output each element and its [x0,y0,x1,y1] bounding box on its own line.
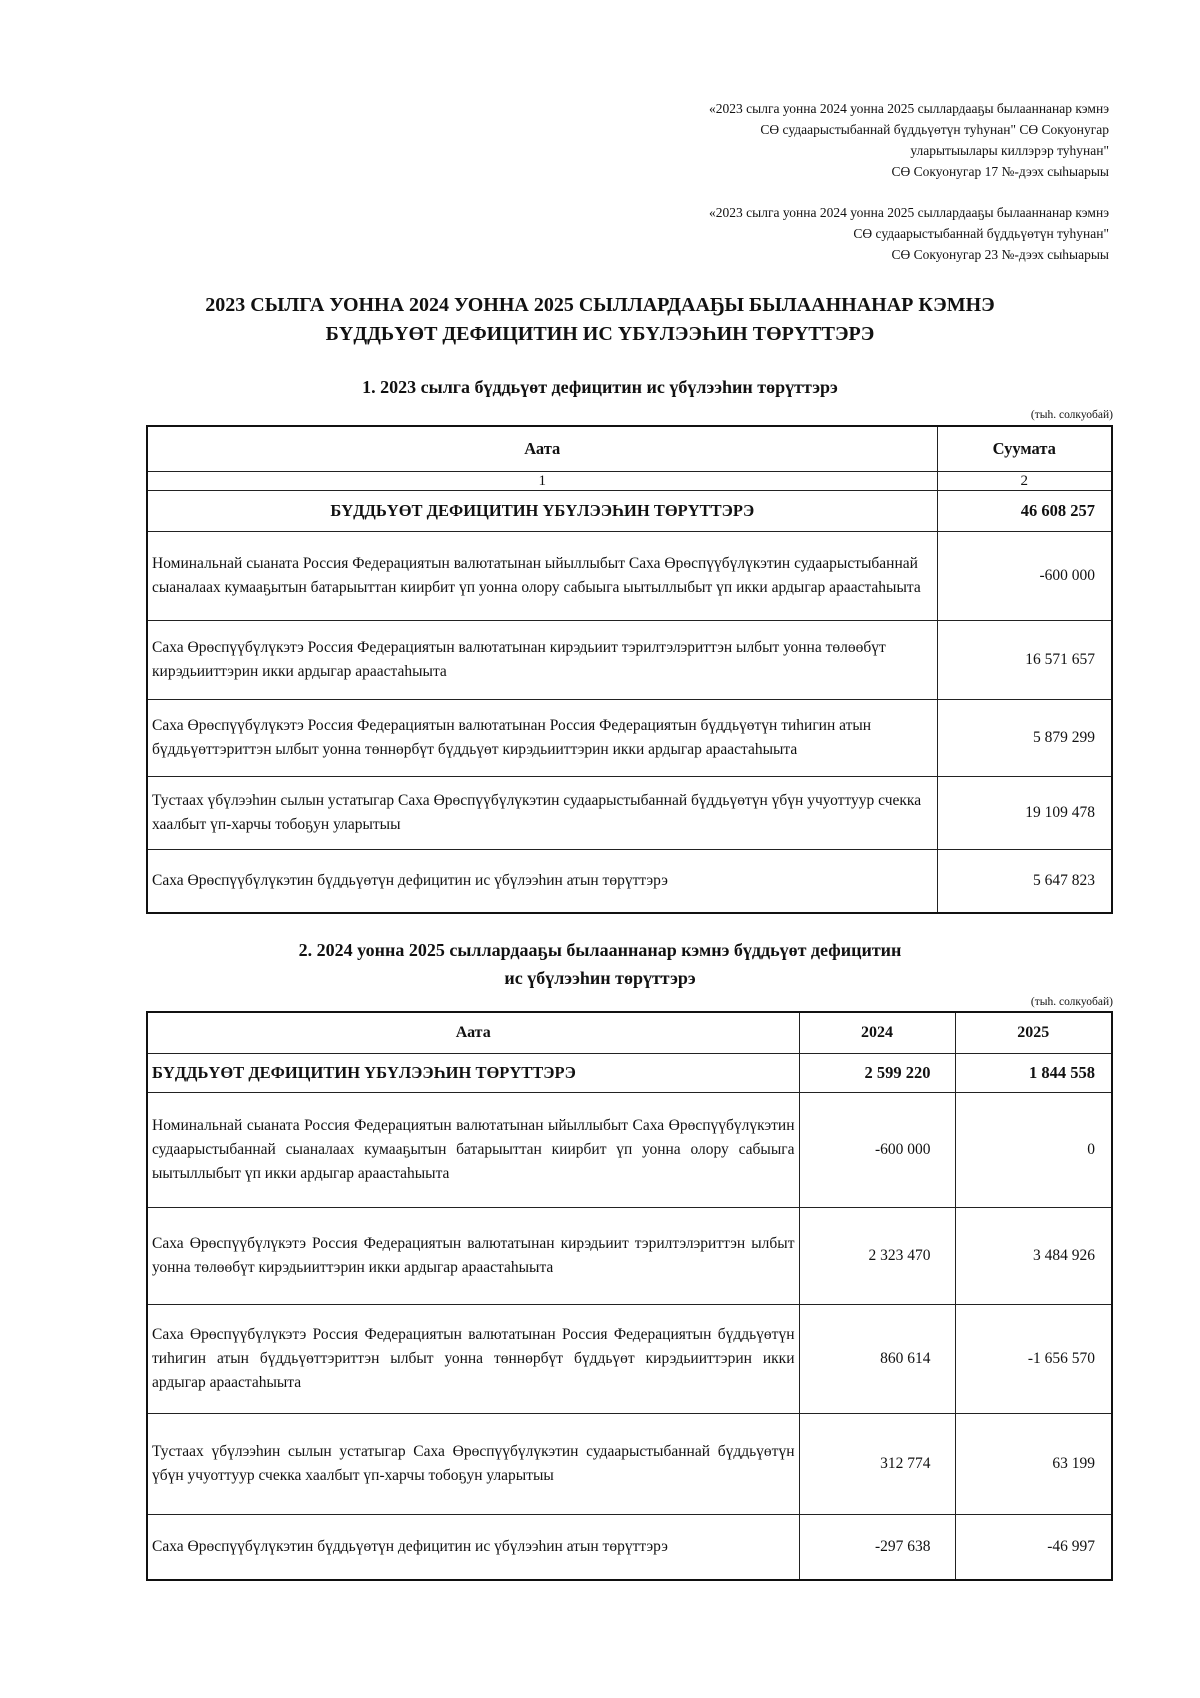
appendix-note-line: СӨ Сокуонугар 17 №-дээх сыһыарыы [891,164,1109,179]
row-label: Саха Өрөспүүбүлүкэтин бүддьүөтүн дефицитин ис үбүлээһин атын төрүттэрэ [147,850,937,914]
column-header-name: Аата [147,426,937,472]
column-header-name: Аата [147,1012,799,1054]
row-label: Саха Өрөспүүбүлүкэтэ Россия Федерациятын валютатынан кирэдьиит тэрилтэлэриттэн ылбыт уонна төлөөбүт кирэдьииттэрин икки ардыгар араастаһыыта [147,1208,799,1305]
table-row [147,532,1112,621]
document-title [100,291,1100,349]
appendix-note-line: СӨ судаарыстыбаннай бүддьүөтүн туһунан" СӨ Сокуонугар [760,122,1109,137]
table-row [147,777,1112,850]
table-row [147,1515,1112,1581]
table-row [147,850,1112,914]
table-header-row [147,1012,1112,1054]
total-label: БҮДДЬҮӨТ ДЕФИЦИТИН ҮБҮЛЭЭҺИН ТӨРҮТТЭРЭ [147,1054,799,1093]
column-index: 1 [147,472,937,491]
row-label: Саха Өрөспүүбүлүкэтэ Россия Федерациятын валютатынан кирэдьиит тэрилтэлэриттэн ылбыт уонна төлөөбүт кирэдьииттэрин икки ардыгар араастаһыыта [147,621,937,700]
table-row [147,700,1112,777]
section1-unit: (тыһ. солкуобай) [1030,409,1113,421]
table-row [147,1305,1112,1414]
row-2024: 860 614 [799,1305,955,1414]
table-2024-2025-sources [146,1011,1113,1581]
total-2024: 2 599 220 [799,1054,955,1093]
row-label: Тустаах үбүлээһин сылын устатыгар Саха Өрөспүүбүлүкэтин судаарыстыбаннай бүддьүөтүн үбүн учуоттуур счекка хаалбыт үп-харчы тобоҕун уларытыы [147,1414,799,1515]
row-2025: 63 199 [955,1414,1112,1515]
row-value: 5 879 299 [937,700,1112,777]
column-header-2024: 2024 [799,1012,955,1054]
row-2025: -1 656 570 [955,1305,1112,1414]
row-value: 16 571 657 [937,621,1112,700]
section2-title-line: 2. 2024 уонна 2025 сыллардааҕы былааннанар кэмнэ бүддьүөт дефицитин [298,940,902,960]
section2-title [100,936,1100,992]
row-2024: 312 774 [799,1414,955,1515]
row-2025: 0 [955,1093,1112,1208]
total-value: 46 608 257 [937,491,1112,532]
column-index: 2 [937,472,1112,491]
table-row [147,1208,1112,1305]
appendix-note-line: СӨ Сокуонугар 23 №-дээх сыһыарыы [891,247,1109,262]
row-label: Саха Өрөспүүбүлүкэтин бүддьүөтүн дефицитин ис үбүлээһин атын төрүттэрэ [147,1515,799,1581]
appendix-note-23 [709,202,1109,265]
section2-title-line: ис үбүлээһин төрүттэрэ [504,968,696,988]
column-header-amount: Суумата [937,426,1112,472]
row-label: Номинальнай сыаната Россия Федерациятын валютатынан ыйыллыбыт Саха Өрөспүүбүлүкэтин судаарыстыбаннай сыаналаах кумааҕытын батарыыттан киирбит үп уонна олору сабыыга ыытыллыбыт үп икки ардыгар араастаһыыта [147,532,937,621]
row-value: 19 109 478 [937,777,1112,850]
column-header-2025: 2025 [955,1012,1112,1054]
row-2025: 3 484 926 [955,1208,1112,1305]
section2-unit: (тыһ. солкуобай) [1030,996,1113,1008]
row-2025: -46 997 [955,1515,1112,1581]
row-label: Номинальнай сыаната Россия Федерациятын валютатынан ыйыллыбыт Саха Өрөспүүбүлүкэтин судаарыстыбаннай сыаналаах кумааҕытын батарыыттан киирбит үп уонна олору сабыыга ыытыллыбыт үп икки ардыгар араастаһыыта [147,1093,799,1208]
appendix-note-line: «2023 сылга уонна 2024 уонна 2025 сыллардааҕы былааннанар кэмнэ [709,205,1109,220]
document-title-line: 2023 СЫЛГА УОННА 2024 УОННА 2025 СЫЛЛАРДААҔЫ БЫЛААННАНАР КЭМНЭ [205,294,995,316]
appendix-note-17 [709,98,1109,182]
table-row [147,1093,1112,1208]
table-total-row [147,1054,1112,1093]
row-value: 5 647 823 [937,850,1112,914]
row-value: -600 000 [937,532,1112,621]
table-row [147,1414,1112,1515]
column-index-row [147,472,1112,491]
row-label: Тустаах үбүлээһин сылын устатыгар Саха Өрөспүүбүлүкэтин судаарыстыбаннай бүддьүөтүн үбүн учуоттуур счекка хаалбыт үп-харчы тобоҕун уларытыы [147,777,937,850]
row-2024: -297 638 [799,1515,955,1581]
table-2023-sources [146,425,1113,914]
table-total-row [147,491,1112,532]
appendix-note-line: «2023 сылга уонна 2024 уонна 2025 сыллардааҕы былааннанар кэмнэ [709,101,1109,116]
document-title-line: БҮДДЬҮӨТ ДЕФИЦИТИН ИС ҮБҮЛЭЭҺИН ТӨРҮТТЭРЭ [325,323,875,345]
section1-title: 1. 2023 сылга бүддьүөт дефицитин ис үбүлээһин төрүттэрэ [362,377,838,397]
row-label: Саха Өрөспүүбүлүкэтэ Россия Федерациятын валютатынан Россия Федерациятын бүддьүөтүн тиһигин атын бүддьүөттэриттэн ылбыт уонна төннөрбүт бүддьүөт кирэдьииттэрин икки ардыгар араастаһыыта [147,1305,799,1414]
appendix-note-line: уларытыылары киллэрэр туһунан" [910,143,1109,158]
table-header-row [147,426,1112,472]
total-2025: 1 844 558 [955,1054,1112,1093]
table-row [147,621,1112,700]
row-2024: 2 323 470 [799,1208,955,1305]
row-2024: -600 000 [799,1093,955,1208]
row-label: Саха Өрөспүүбүлүкэтэ Россия Федерациятын валютатынан Россия Федерациятын бүддьүөтүн тиһигин атын бүддьүөттэриттэн ылбыт уонна төннөрбүт бүддьүөт кирэдьииттэрин икки ардыгар араастаһыыта [147,700,937,777]
appendix-note-line: СӨ судаарыстыбаннай бүддьүөтүн туһунан" [853,226,1109,241]
total-label: БҮДДЬҮӨТ ДЕФИЦИТИН ҮБҮЛЭЭҺИН ТӨРҮТТЭРЭ [147,491,937,532]
